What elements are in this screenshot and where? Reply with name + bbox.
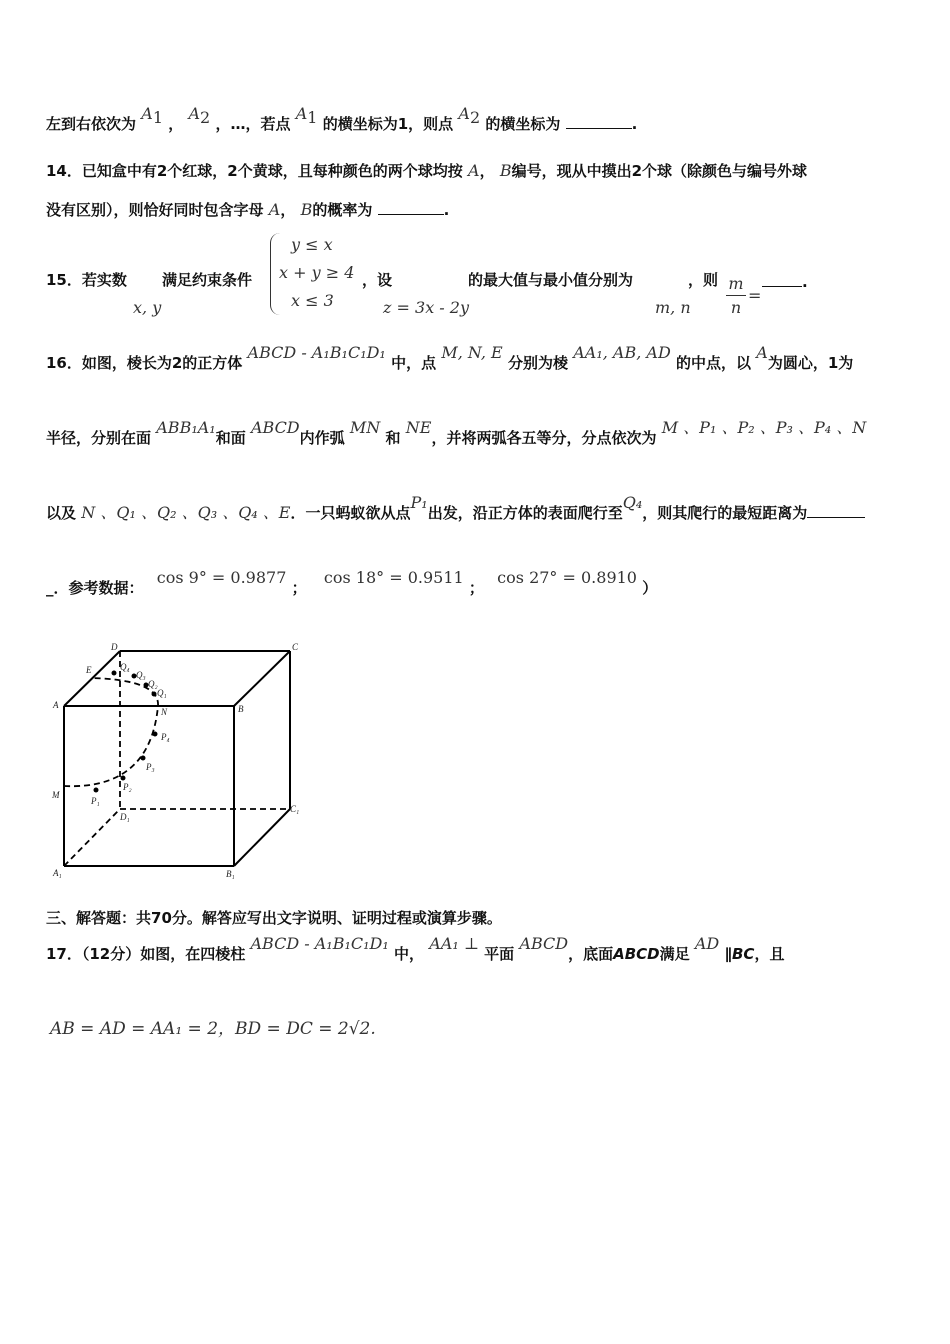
label-Q3: Q₃ [136,670,146,680]
cube-figure [50,640,310,880]
q14-line1: 14．已知盒中有2个红球，2个黄球，且每种颜色的两个球均按 A， B编号，现从中摸出2个球（除颜色与编号外球 [46,161,808,180]
q17-conditions: AB = AD = AA₁ = 2，BD = DC = 2√2. [50,1019,376,1039]
label-D: D [111,642,118,652]
q16-line4: _．参考数据： cos 9° = 0.9877 ； cos 18° = 0.9511 ； cos 27° = 0.8910 ） [46,568,658,597]
label-Q1: Q₁ [157,688,167,698]
q17-line1: 17．（12分）如图，在四棱柱 ABCD - A₁B₁C₁D₁ 中， AA₁ ⊥ 平面 ABCD，底面ABCD满足 AD ∥BC，且 [46,934,785,963]
q15-objective: z = 3x - 2y [383,298,470,317]
label-P4: P₄ [161,732,170,742]
label-B1: B₁ [226,869,235,879]
q15-vars: x, y [133,298,162,317]
label-B: B [238,704,244,714]
q15-line: 15．若实数 [46,271,127,289]
label-A: A [53,700,59,710]
edge-AD [64,651,120,706]
q16-line2: 半径，分别在面 ABB₁A₁和面 ABCD内作弧 MN 和 NE，并将两弧各五等分，分点依次为 M 、P₁ 、P₂ 、P₃ 、P₄ 、N [46,418,867,447]
label-N: N [161,707,168,717]
point-P3 [141,756,146,761]
label-A1: A₁ [53,868,62,878]
q15-text4: 的最大值与最小值分别为 [468,271,634,289]
point-Q4 [112,671,117,676]
math-a1: A [141,104,153,123]
label-D1: D₁ [120,812,130,822]
answer-blank [566,114,632,129]
point-P2 [121,776,126,781]
label-C1: C₁ [290,804,300,814]
point-P4 [153,732,158,737]
label-Q2: Q₂ [148,679,158,689]
constraint-system: y ≤ x x + y ≥ 4 x ≤ 3 [270,233,361,315]
q15-text2: 满足约束条件 [162,271,253,289]
q16-line3: 以及 N 、Q₁ 、Q₂ 、Q₃ 、Q₄ 、E．一只蚂蚁欲从点P₁出发，沿正方体的表面爬行至Q₄，则其爬行的最短距离为 [46,503,865,523]
label-P3: P₃ [146,762,155,772]
edge-BC [234,651,290,706]
answer-blank [378,200,444,215]
edge-B1C1 [234,809,290,866]
math-a1b: A [295,104,308,123]
label-P2: P₂ [123,782,132,792]
arc-MN [64,706,158,786]
q13-tail-line: 左到右依次为 $A_1$ ， $A_2$ ，…，若点 $A_1$ 的横坐标为1，则点 $A_2$ 的横坐标为 . [46,104,638,133]
label-M: M [52,790,60,800]
q14-line2: 没有区别），则恰好同时包含字母 A， B的概率为 . [46,200,450,219]
point-P1 [94,788,99,793]
math-a2b: A [458,104,470,123]
label-C: C [292,642,299,652]
fraction-m-over-n: m n [726,274,746,317]
label-E: E [86,665,92,675]
q15-text3: ，设 [362,271,393,289]
point-Q1 [152,692,157,697]
q15-text5: ，则 [688,271,719,289]
label-Q4: Q₄ [120,662,130,672]
exam-page: 左到右依次为 $A_1$ ， $A_2$ ，…，若点 $A_1$ 的横坐标为1，则点 $A_2$ 的横坐标为 . 14．已知盒中有2个红球，2个黄球，且每种颜色的两个球均按 A， B编号，现从中摸出2个球（除颜色与编号外球 没有区别），则恰好同时包含字母 A， B的概率为 . 15．若实数 x, y 满足约束条件 y ≤ x x + y ≥ 4 x ≤ 3 ，设 z = 3x - 2y 的最大值与最小值分别为 m, n ，则 m n = . 16．如图，棱长为2的正方体 ABCD - A₁B₁C₁D₁ 中，点 M, N, E 分别为棱 AA₁, AB, AD 的中点，以 A为圆心，1为 半径，分别在面 ABB₁A₁和面 ABCD内作弧 MN 和 NE，并将两弧各五等分，分点依次为 M 、P₁ 、P₂ 、P₃ 、P₄ 、N 以及 N 、Q₁ 、Q₂ 、Q₃ 、Q₄ 、E．一只蚂蚁欲从点P₁出发，沿正方体的表面爬行至Q₄，则其爬行的最短距离为 _．参考数据： cos 9° = 0.9877 ； cos 18° = 0.9511 ； cos 27° = 0.8910 ） D C E Q₄ Q₃ Q₂ Q₁ A B N P₄ P₃ M P₂ P₁ D₁ C₁ A₁ B₁ 三、解答题：共70分。解答应写出文字说明、证明过程或演算步骤。 17．（12分）如图，在四棱柱 ABCD - A₁B₁C₁D₁ 中， AA₁ ⊥ 平面 ABCD，底面ABCD满足 AD ∥BC，且 AB = AD = AA₁ = 2，BD = DC = 2√2. [46,104,867,1039]
q15-mn: m, n [655,298,691,317]
edge-A1D1 [64,809,120,866]
math-a2: A [188,104,201,123]
q16-line1: 16．如图，棱长为2的正方体 ABCD - A₁B₁C₁D₁ 中，点 M, N, E 分别为棱 AA₁, AB, AD 的中点，以 A为圆心，1为 [46,343,854,372]
label-P1: P₁ [91,796,100,806]
section3-heading: 三、解答题：共70分。解答应写出文字说明、证明过程或演算步骤。 [46,909,502,927]
q15-blank: . [762,272,808,292]
